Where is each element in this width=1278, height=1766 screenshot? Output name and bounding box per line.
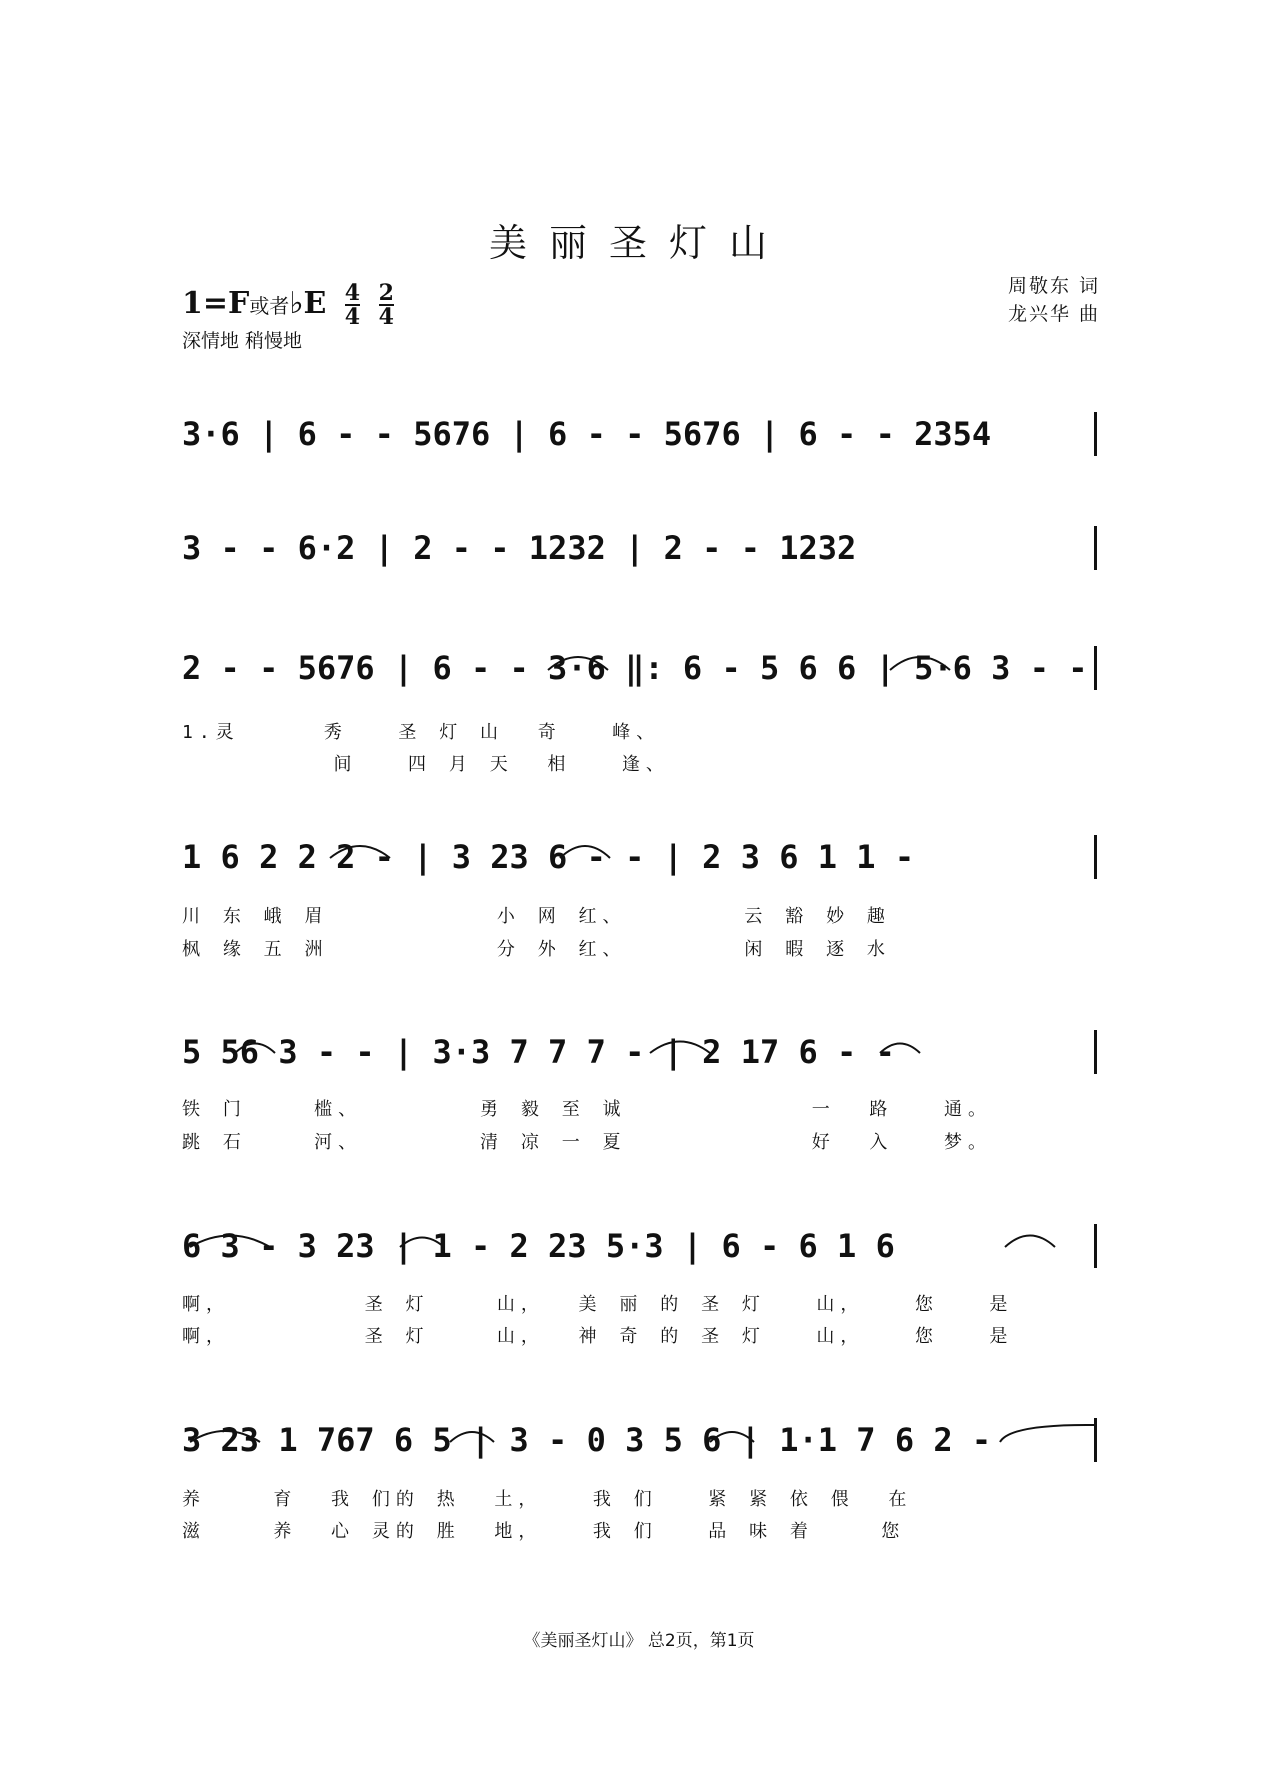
lyrics-row-4-verse-1: 川 东 峨 眉 小 网 红、 云 豁 妙 趣 (182, 906, 891, 927)
notation-row-4: 1 6 2 2 2 - | 3 23 6 - - | 2 3 6 1 1 - (182, 835, 1097, 879)
key-alt: E (303, 286, 327, 321)
notation-row-2: 3 - - 6·2 | 2 - - 1232 | 2 - - 1232 (182, 526, 1097, 570)
song-title: 美丽圣灯山 (488, 221, 789, 265)
lyrics-row-5-verse-1: 铁 门 槛、 勇 毅 至 诚 一 路 通。 (182, 1099, 992, 1120)
lyrics-row-6-verse-1: 啊， 圣 灯 山， 美 丽 的 圣 灯 山， 您 是 (182, 1294, 1014, 1315)
tempo-marking: 深情地 稍慢地 (182, 330, 303, 352)
page-footer: 《美丽圣灯山》 总2页，第1页 (523, 1631, 755, 1651)
lyrics-row-4-verse-2: 枫 缘 五 洲 分 外 红、 闲 暇 逐 水 (182, 939, 891, 960)
notation-row-7: 3 23 1 767 6 5 | 3 - 0 3 5 6 | 1·1 7 6 2 - (182, 1418, 1097, 1462)
lyrics-row-7-verse-1: 养 育 我 们的 热 土， 我 们 紧 紧 依 偎 在 (182, 1489, 913, 1510)
notation-row-1: 3·6 | 6 - - 5676 | 6 - - 5676 | 6 - - 2354 (182, 412, 1097, 456)
composer: 龙兴华 曲 (1007, 303, 1100, 325)
lyrics-row-6-verse-2: 啊， 圣 灯 山， 神 奇 的 圣 灯 山， 您 是 (182, 1326, 1014, 1347)
flat-symbol: ♭ (289, 286, 304, 321)
lyrics-row-7-verse-2: 滋 养 心 灵的 胜 地， 我 们 品 味 着 您 (182, 1521, 906, 1542)
key-prefix: 1=F (182, 286, 250, 321)
lyricist: 周敬东 词 (1007, 275, 1100, 297)
time-signature-1: $\frac{4}{4}$ (344, 280, 361, 330)
lyrics-row-3-verse-1: 1.灵 秀 圣 灯 山 奇 峰、 (182, 722, 661, 743)
key-alt-text: 或者 (249, 294, 290, 318)
time-signature-2: $\frac{2}{4}$ (378, 280, 394, 330)
lyrics-row-3-verse-2: 间 四 月 天 相 逢、 (182, 754, 670, 775)
notation-row-3: 2 - - 5676 | 6 - - 3·6 ‖: 6 - 5 6 6 | 5·6 3 - - (182, 646, 1097, 690)
notation-row-6: 6 3 - 3 23 | 1 - 2 23 5·3 | 6 - 6 1 6 (182, 1224, 1097, 1268)
lyrics-row-5-verse-2: 跳 石 河、 清 凉 一 夏 好 入 梦。 (182, 1132, 992, 1153)
notation-row-5: 5 56 3 - - | 3·3 7 7 7 - | 2 17 6 - - (182, 1030, 1097, 1074)
